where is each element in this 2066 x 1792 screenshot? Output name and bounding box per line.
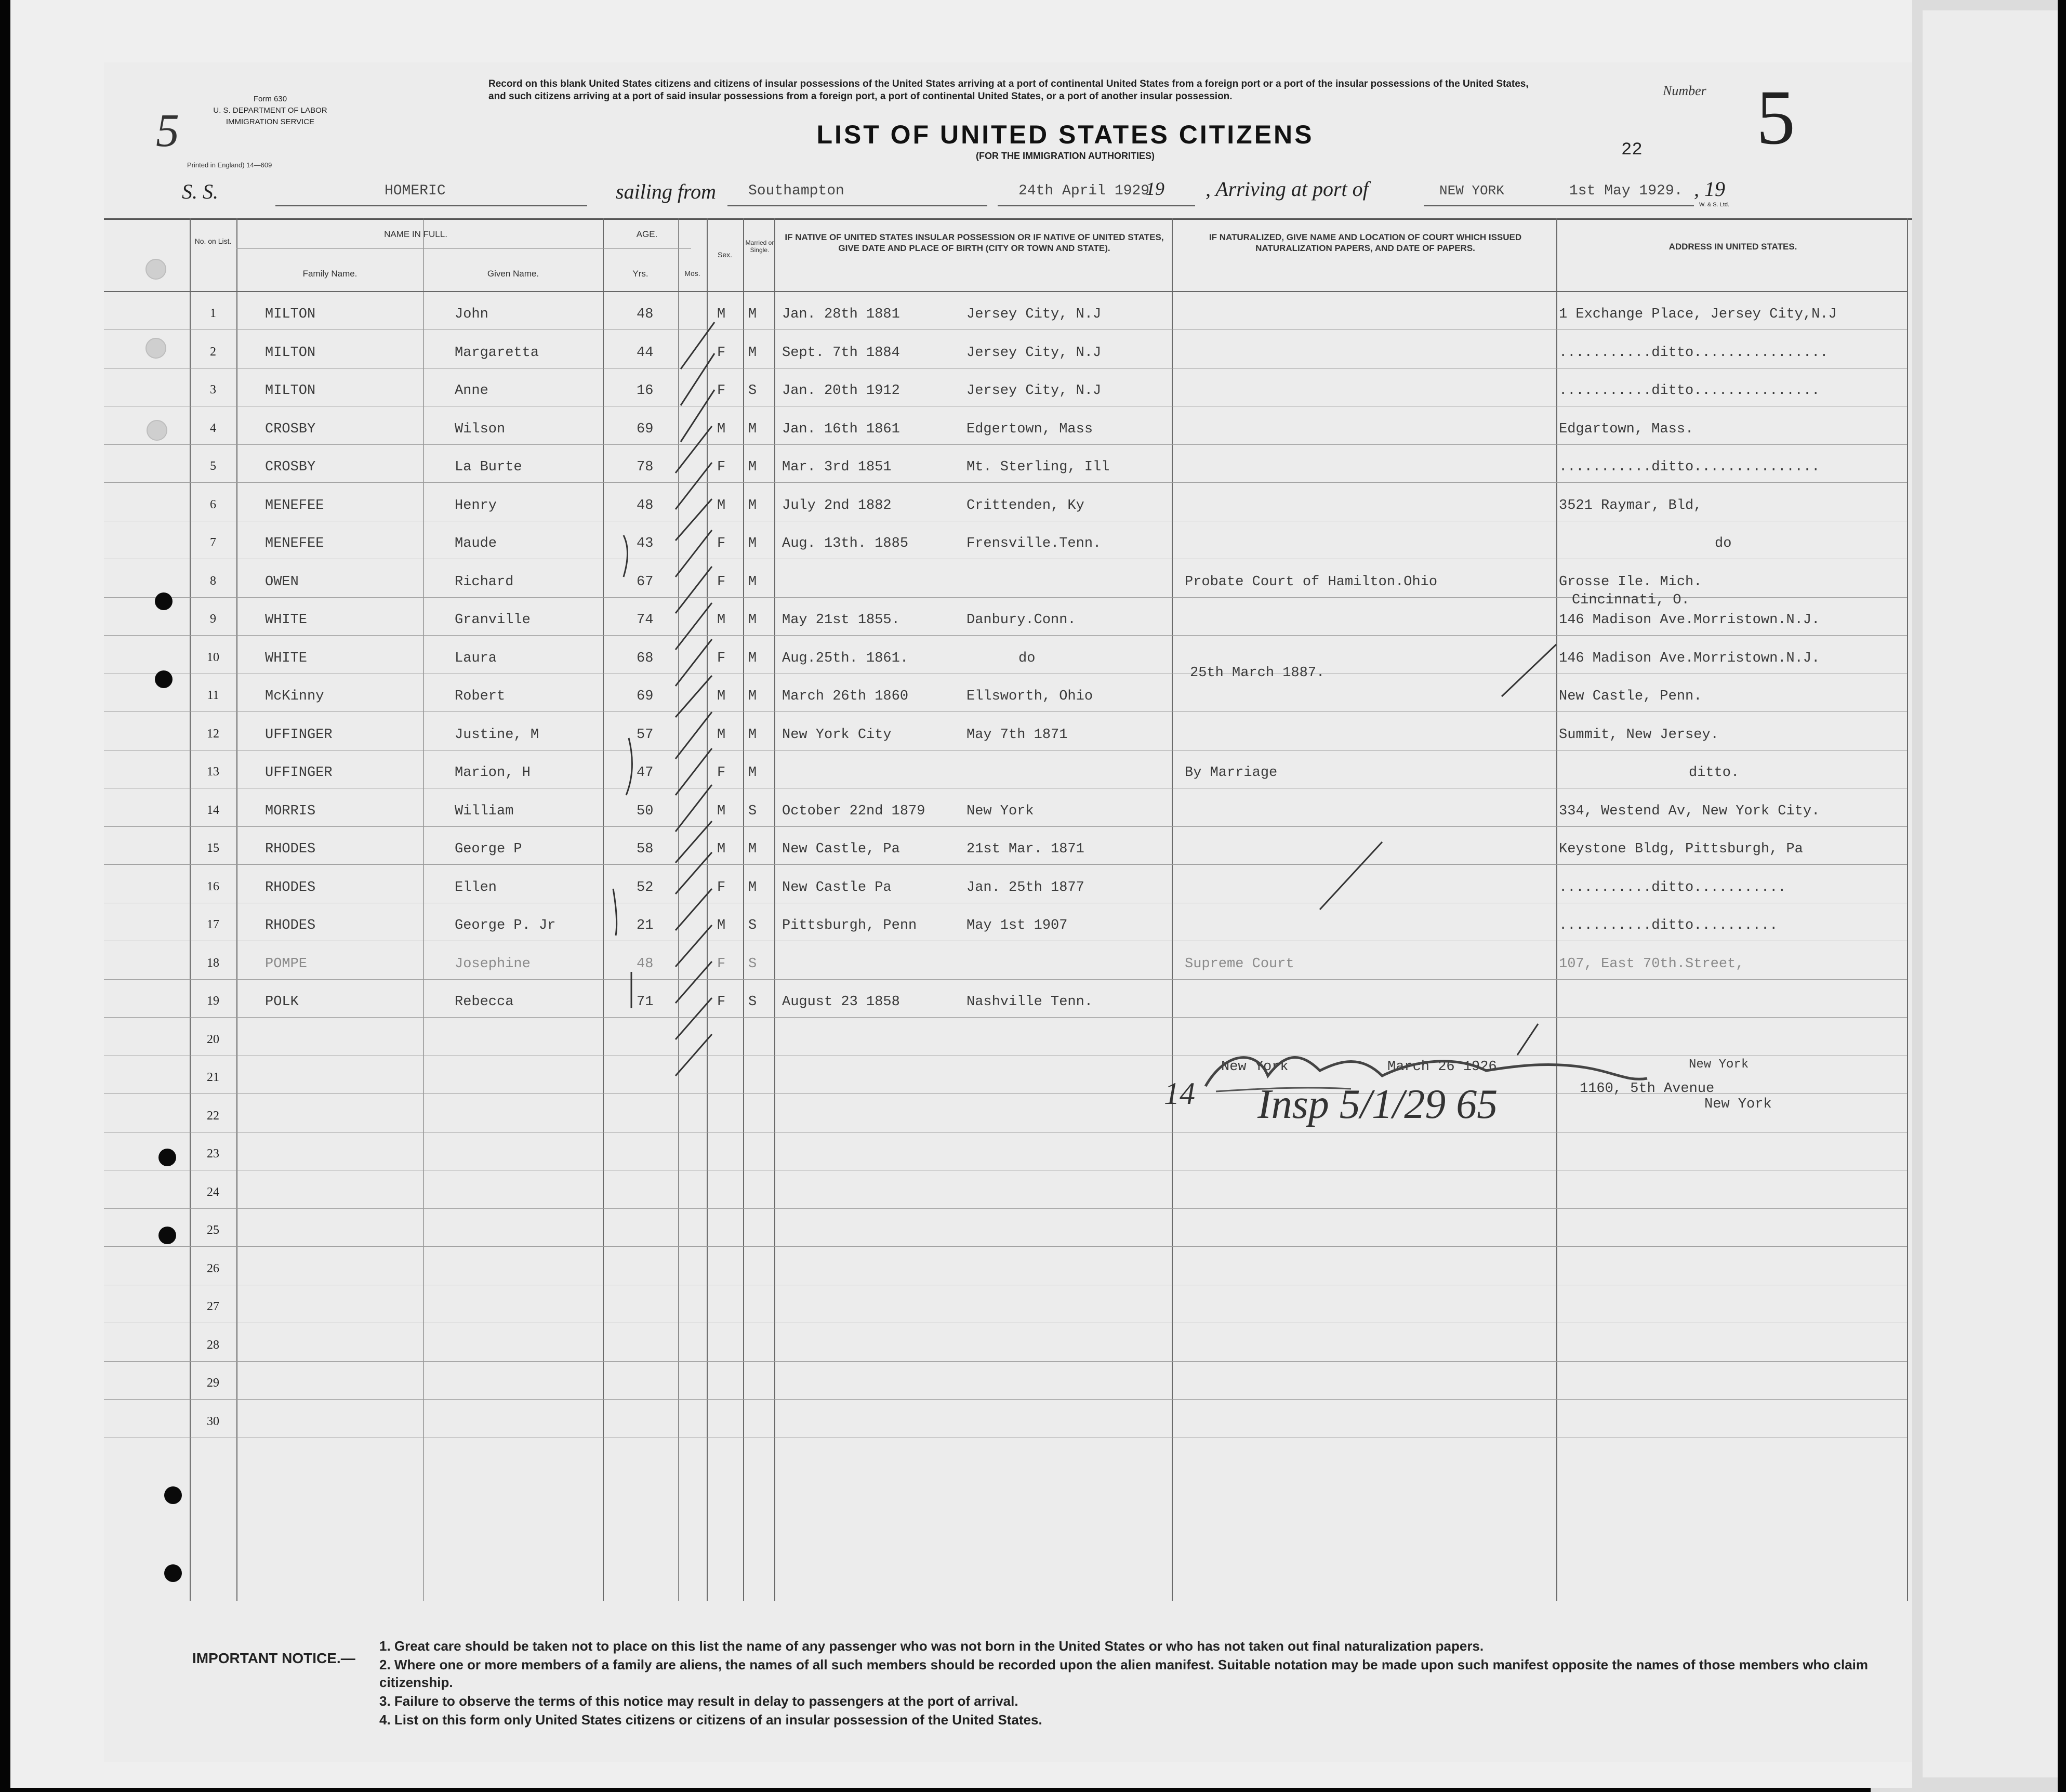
birth-place-cell: Mt. Sterling, Ill [966,459,1110,475]
birth-date-cell: Aug. 13th. 1885 [782,536,909,551]
row-number: 19 [207,994,219,1008]
marital-status-cell: M [748,879,757,895]
given-name-cell: Marion, H [455,765,531,781]
binder-hole [164,1486,182,1504]
marital-status-cell: M [748,765,757,781]
given-name-cell: Henry [455,497,497,513]
binder-ring [147,420,167,441]
inspector-signature [1195,1039,1663,1102]
sex-cell: M [717,803,726,819]
row-number: 24 [207,1185,219,1199]
marital-status-cell: M [748,574,757,590]
address-continuation: New York [1689,1058,1749,1072]
col-header-yrs: Yrs. [632,269,648,279]
sex-cell: M [717,689,726,704]
sex-cell: F [717,574,726,590]
birth-place-cell: Jersey City, N.J [966,307,1102,322]
row-number: 20 [207,1032,219,1046]
inspector-note: Insp 5/1/29 65 [1257,1082,1498,1127]
given-name-cell: La Burte [455,459,522,475]
binder-sheet [1923,10,2058,1777]
sex-cell: M [717,727,726,743]
birth-place-cell: Nashville Tenn. [966,994,1093,1010]
birth-date-cell: August 23 1858 [782,994,900,1010]
birth-place-cell: Danbury.Conn. [966,612,1076,628]
family-name-cell: RHODES [265,918,316,933]
row-number: 8 [210,574,216,588]
date-from: 24th April 1929 [1018,183,1150,199]
ship-name: HOMERIC [385,183,446,199]
birth-date-cell: New Castle Pa [782,879,892,895]
marital-status-cell: M [748,689,757,704]
record-instructions: Record on this blank United States citizens and citizens of insular possessions of the United States arriving at a port of continental United States from a foreign port or a port of the insular possessions of the United States, and such citizens arriving at a port of said insular possessions from a foreign port, a port of continental United States, or a port of another insular possession. [488,78,1529,102]
row-number: 15 [207,841,219,855]
ss-label: S. S. [182,180,218,203]
sex-cell: M [717,307,726,322]
printed-note: Printed in England) 14—609 [187,161,272,169]
address-cell: ditto. [1689,765,1740,781]
sex-cell: F [717,383,726,399]
birth-place-cell: Ellsworth, Ohio [966,689,1093,704]
manifest-page [104,62,1912,1762]
address-cell: 1 Exchange Place, Jersey City,N.J [1559,307,1837,322]
given-name-cell: Wilson [455,421,506,437]
binder-ring [145,259,166,280]
page-subtitle: (FOR THE IMMIGRATION AUTHORITIES) [976,151,1155,161]
notice-item: 3. Failure to observe the terms of this notice may result in delay to passengers at the port of arrival. [379,1693,1018,1709]
notice-lead: IMPORTANT NOTICE.— [192,1650,355,1666]
birth-place-cell: Crittenden, Ky [966,497,1084,513]
row-number: 1 [210,307,216,320]
sex-cell: F [717,994,726,1010]
row-number: 12 [207,727,219,741]
department: U. S. DEPARTMENT OF LABOR [213,106,327,115]
birth-place-cell: 21st Mar. 1871 [966,841,1084,857]
birth-date-cell: Aug.25th. 1861. [782,650,909,666]
row-number: 14 [207,803,219,817]
row-number: 25 [207,1223,219,1237]
date-to-suffix: , 19 [1694,177,1725,201]
birth-date-cell: July 2nd 1882 [782,497,892,513]
col-header-married: Married or Single. [745,239,774,254]
birth-date-cell: Pittsburgh, Penn [782,918,917,933]
given-name-cell: Josephine [455,956,531,972]
row-number: 10 [207,650,219,664]
marital-status-cell: M [748,421,757,437]
sex-cell: M [717,918,726,933]
date-underline [998,205,1195,206]
address-cell: Edgartown, Mass. [1559,421,1694,437]
age-cell: 78 [637,459,654,475]
given-name-cell: Rebecca [455,994,514,1010]
birth-place-cell: Jersey City, N.J [966,345,1102,361]
given-name-cell: William [455,803,514,819]
sex-cell: M [717,612,726,628]
birth-date-cell: Jan. 20th 1912 [782,383,900,399]
row-number: 29 [207,1376,219,1390]
age-cell: 16 [637,383,654,399]
birth-place-cell: Frensville.Tenn. [966,536,1102,551]
given-name-cell: Anne [455,383,488,399]
address-cell: 3521 Raymar, Bld, [1559,497,1702,513]
birth-date-cell: October 22nd 1879 [782,803,925,819]
birth-date-cell: Jan. 16th 1861 [782,421,900,437]
row-number: 3 [210,383,216,397]
address-cell: Keystone Bldg, Pittsburgh, Pa [1559,841,1803,857]
binder-hole [158,1227,176,1244]
address-cell: Grosse Ile. Mich. [1559,574,1702,590]
naturalization-cell: Supreme Court [1185,956,1294,972]
handwritten-count: 14 [1164,1076,1195,1111]
sex-cell: F [717,536,726,551]
row-number: 4 [210,421,216,435]
birth-place-cell: Jan. 25th 1877 [966,879,1084,895]
row-number: 7 [210,536,216,549]
sex-cell: F [717,956,726,972]
row-number: 30 [207,1414,219,1428]
address-continuation: Cincinnati, O. [1572,592,1690,608]
row-number: 9 [210,612,216,626]
family-name-cell: McKinny [265,689,324,704]
address-cell: 334, Westend Av, New York City. [1559,803,1820,819]
age-cell: 48 [637,497,654,513]
notice-item: 2. Where one or more members of a family are aliens, the names of all such members should be recorded upon the alien manifest. Suitable notation may be made upon such manifest opposite the names of those members who claim citizenship. [379,1657,1869,1690]
birth-date-cell: Jan. 28th 1881 [782,307,900,322]
port-from: Southampton [748,183,844,199]
age-cell: 44 [637,345,654,361]
address-cell: do [1715,536,1732,551]
family-name-cell: MORRIS [265,803,316,819]
family-name-cell: UFFINGER [265,765,333,781]
given-name-cell: Richard [455,574,514,590]
col-header-birth: IF NATIVE OF UNITED STATES INSULAR POSSESSION OR IF NATIVE OF UNITED STATES, GIVE DATE AND PLACE OF BIRTH (CITY OR TOWN AND STATE). [785,232,1164,253]
handwritten-corner-number: 5 [156,105,179,156]
sex-cell: F [717,345,726,361]
age-cell: 68 [637,650,654,666]
age-cell: 21 [637,918,654,933]
naturalization-continuation: 25th March 1887. [1190,665,1325,681]
address-cell: ...........ditto........... [1559,879,1786,895]
family-name-cell: WHITE [265,650,308,666]
family-name-cell: MILTON [265,307,316,322]
birth-place-cell: Edgertown, Mass [966,421,1093,437]
row-number: 21 [207,1071,219,1084]
age-cell: 57 [637,727,654,743]
age-cell: 71 [637,994,654,1010]
given-name-cell: Maude [455,536,497,551]
birth-place-cell: New York [966,803,1034,819]
address-cell: 107, East 70th.Street, [1559,956,1744,972]
row-number: 5 [210,459,216,473]
family-name-cell: WHITE [265,612,308,628]
birth-place-cell: do [1018,650,1036,666]
given-name-cell: Ellen [455,879,497,895]
marital-status-cell: S [748,383,757,399]
number-value: 5 [1756,74,1795,161]
age-cell: 67 [637,574,654,590]
birth-date-cell: New Castle, Pa [782,841,900,857]
arriving-label: , Arriving at port of [1206,177,1369,201]
sex-cell: F [717,765,726,781]
marital-status-cell: M [748,536,757,551]
age-cell: 74 [637,612,654,628]
row-number: 13 [207,765,219,779]
row-number: 6 [210,497,216,511]
sailing-label: sailing from [616,180,716,203]
notice-item: 4. List on this form only United States citizens or citizens of an insular possession of the United States. [379,1712,1042,1728]
age-cell: 58 [637,841,654,857]
given-name-cell: Robert [455,689,506,704]
binder-ring [145,338,166,359]
col-header-mos: Mos. [684,269,700,278]
family-name-cell: POLK [265,994,299,1010]
address-cell: ...........ditto............... [1559,383,1820,399]
address-cell: Summit, New Jersey. [1559,727,1719,743]
col-header-family: Family Name. [302,269,357,279]
form-number: Form 630 [253,95,287,103]
col-header-naturalized: IF NATURALIZED, GIVE NAME AND LOCATION OF COURT WHICH ISSUED NATURALIZATION PAPERS, AND DATE OF PAPERS. [1209,232,1522,253]
birth-date-cell: May 21st 1855. [782,612,900,628]
given-name-cell: Justine, M [455,727,539,743]
row-number: 23 [207,1147,219,1161]
sex-cell: M [717,421,726,437]
sex-cell: M [717,841,726,857]
row-number: 27 [207,1300,219,1313]
binder-hole [158,1149,176,1166]
marital-status-cell: S [748,994,757,1010]
address-cell: ...........ditto................ [1559,345,1829,361]
notice-item: 1. Great care should be taken not to place on this list the name of any passenger who was not born in the United States or who has not taken out final naturalization papers. [379,1638,1484,1654]
family-name-cell: OWEN [265,574,299,590]
age-cell: 50 [637,803,654,819]
address-cell: 146 Madison Ave.Morristown.N.J. [1559,650,1820,666]
page-title: LIST OF UNITED STATES CITIZENS [816,120,1314,149]
family-name-cell: POMPE [265,956,308,972]
binder-hole [164,1564,182,1582]
family-name-cell: RHODES [265,841,316,857]
address-cell: New Castle, Penn. [1559,689,1702,704]
family-name-cell: UFFINGER [265,727,333,743]
age-cell: 43 [637,536,654,551]
marital-status-cell: M [748,727,757,743]
row-number: 17 [207,918,219,931]
binder-hole [155,592,173,610]
given-name-cell: Margaretta [455,345,539,361]
address-continuation: New York [1704,1097,1772,1112]
marital-status-cell: S [748,956,757,972]
given-name-cell: Granville [455,612,531,628]
date-to: 1st May 1929. [1569,183,1683,199]
naturalization-cell: By Marriage [1185,765,1278,781]
row-number: 28 [207,1338,219,1352]
family-name-cell: RHODES [265,879,316,895]
address-continuation: 1160, 5th Avenue [1580,1081,1715,1097]
birth-date-cell: Mar. 3rd 1851 [782,459,892,475]
printer-mark: W. & S. Ltd. [1699,202,1730,208]
marital-status-cell: M [748,307,757,322]
marital-status-cell: M [748,841,757,857]
row-number: 11 [207,689,219,702]
marital-status-cell: M [748,650,757,666]
port-to: NEW YORK [1439,183,1504,199]
age-cell: 69 [637,689,654,704]
birth-place-cell: May 7th 1871 [966,727,1068,743]
ship-underline [275,205,587,206]
marital-status-cell: M [748,345,757,361]
address-cell: 146 Madison Ave.Morristown.N.J. [1559,612,1820,628]
birth-date-cell: Sept. 7th 1884 [782,345,900,361]
given-name-cell: John [455,307,488,322]
given-name-cell: George P [455,841,522,857]
naturalization-date: March 26 1926 [1387,1059,1497,1075]
notice-items [379,1637,1912,1730]
given-name-cell: Laura [455,650,497,666]
naturalization-continuation: New York [1221,1059,1289,1075]
col-header-given: Given Name. [487,269,539,279]
service: IMMIGRATION SERVICE [226,117,315,126]
port-to-underline [1424,205,1694,206]
age-cell: 48 [637,307,654,322]
sex-cell: F [717,879,726,895]
check-marks [104,218,1912,1601]
row-number: 26 [207,1261,219,1275]
marital-status-cell: M [748,497,757,513]
birth-place-cell: May 1st 1907 [966,918,1068,933]
family-name-cell: CROSBY [265,459,316,475]
port-underline [727,205,987,206]
birth-date-cell: March 26th 1860 [782,689,909,704]
voyage-line [104,177,1912,213]
marital-status-cell: M [748,612,757,628]
marital-status-cell: M [748,459,757,475]
date-from-suffix: 19 [1146,178,1164,199]
given-name-cell: George P. Jr [455,918,556,933]
age-cell: 47 [637,765,654,781]
family-name-cell: MENEFEE [265,497,324,513]
age-cell: 48 [637,956,654,972]
col-header-age: AGE. [636,229,658,239]
birth-date-cell: New York City [782,727,892,743]
sex-cell: F [717,459,726,475]
row-number: 22 [207,1109,219,1123]
row-number: 18 [207,956,219,970]
col-header-sex: Sex. [717,251,732,259]
binder-hole [155,670,173,688]
sex-cell: F [717,650,726,666]
address-cell: ...........ditto............... [1559,459,1820,475]
family-name-cell: MILTON [265,383,316,399]
birth-place-cell: Jersey City, N.J [966,383,1102,399]
col-header-name: NAME IN FULL. [384,229,447,239]
number-label: Number [1663,83,1706,98]
col-header-no: No. on List. [194,237,232,245]
manifest-table [104,218,1912,1601]
naturalization-cell: Probate Court of Hamilton.Ohio [1185,574,1438,590]
row-number: 16 [207,879,219,893]
marital-status-cell: S [748,918,757,933]
list-number: 22 [1621,140,1643,160]
sex-cell: M [717,497,726,513]
row-number: 2 [210,345,216,359]
family-name-cell: MILTON [265,345,316,361]
age-cell: 69 [637,421,654,437]
address-cell: ...........ditto.......... [1559,918,1778,933]
age-cell: 52 [637,879,654,895]
col-header-address: ADDRESS IN UNITED STATES. [1668,242,1797,252]
marital-status-cell: S [748,803,757,819]
family-name-cell: MENEFEE [265,536,324,551]
form-block [187,94,353,128]
family-name-cell: CROSBY [265,421,316,437]
